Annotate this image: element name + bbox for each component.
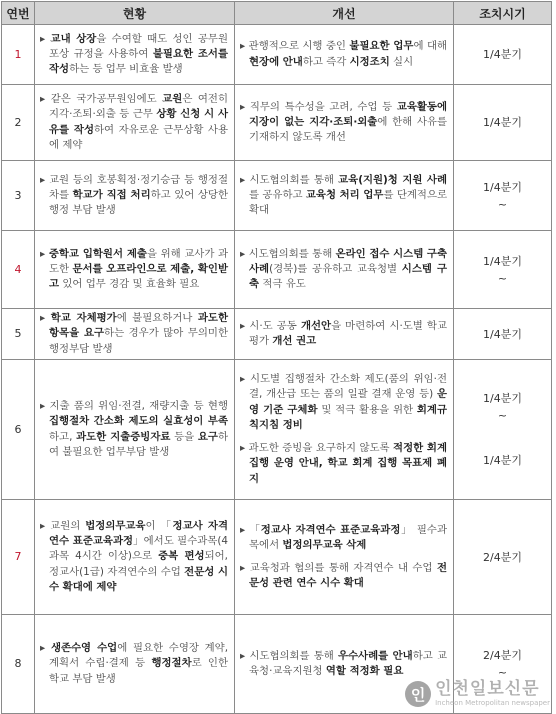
row-number: 4 bbox=[2, 231, 35, 309]
bullet-item bbox=[40, 311, 228, 357]
action-period-cell bbox=[454, 500, 552, 615]
emphasis-text: 중학교 입학원서 제출 bbox=[48, 247, 147, 260]
emphasis-text: 온라인 접수 시스템 구축 사례 bbox=[249, 247, 447, 275]
emphasis-text: 정교사 자격연수 표준교육과정 bbox=[260, 523, 401, 536]
current-status-cell bbox=[35, 360, 235, 500]
body-text: ▸ 시도별 집행절차 간소화 제도(품의 위임·전결, 개산급 또는 품의 일괄 결재 운영 등) bbox=[240, 373, 447, 401]
row-number: 2 bbox=[2, 85, 35, 161]
current-status-cell bbox=[35, 615, 235, 714]
bullet-item bbox=[240, 561, 447, 591]
bullet-item bbox=[40, 519, 228, 595]
emphasis-text: 적정한 회계 집행 운영 안내, 학교 회계 집행 목표제 폐지 bbox=[249, 442, 447, 485]
emphasis-text: 교육활동에 지장이 없는 지각·조퇴·외출 bbox=[249, 100, 447, 128]
emphasis-text: 우수사례를 안내 bbox=[337, 649, 413, 662]
body-text: 이 「 bbox=[145, 519, 173, 532]
watermark-name-en: Incheon Metropolitan newspaper bbox=[435, 699, 550, 707]
emphasis-text: 역할 적정화 필요 bbox=[325, 665, 404, 677]
row-number: 1 bbox=[2, 25, 35, 85]
period-line bbox=[454, 424, 551, 438]
period-line: 2/4분기 bbox=[483, 649, 522, 662]
emphasis-text: 학교 자체평가 bbox=[50, 312, 117, 325]
body-text: ▸ 시도협의회를 통해 bbox=[240, 173, 339, 186]
period-line: 1/4분기 bbox=[483, 180, 522, 194]
emphasis-text: 교내 상장 bbox=[50, 32, 97, 45]
body-text: 에 대해 bbox=[413, 40, 448, 53]
newspaper-logo-icon: 인 bbox=[405, 681, 431, 707]
bullet-item bbox=[240, 441, 447, 487]
header-improve: 개선 bbox=[235, 2, 454, 25]
emphasis-text: 정교사 자격연수 표준교육과정 bbox=[49, 519, 228, 548]
period-line: 1/4분기 bbox=[483, 327, 522, 341]
body-text: 에 필요한 수영장 계약, 계획서 수립·결제 등 bbox=[49, 642, 228, 670]
row-number: 8 bbox=[2, 615, 35, 714]
body-text: 되어, 정교사(1급) 자격연수의 수업 bbox=[49, 550, 228, 578]
bullet-item bbox=[240, 247, 447, 293]
body-text: 을 위해 교사가 과도한 bbox=[49, 247, 228, 275]
body-text: ▸ 교원의 bbox=[40, 519, 86, 532]
emphasis-text: 법정의무교육 bbox=[85, 519, 146, 532]
current-status-cell bbox=[35, 500, 235, 615]
emphasis-text: 생존수영 수업 bbox=[50, 642, 118, 655]
emphasis-text: 중복 편성 bbox=[158, 550, 205, 563]
emphasis-text: 요구 bbox=[197, 430, 218, 443]
bullet-item bbox=[40, 173, 228, 219]
emphasis-text: 교원 bbox=[162, 93, 183, 106]
body-text: 를 단계적으로 확대 bbox=[249, 188, 448, 217]
bullet-item bbox=[240, 100, 447, 146]
table-row bbox=[2, 85, 552, 161]
body-text: 하는 등 업무 비효율 발생 bbox=[69, 63, 183, 76]
improvement-cell bbox=[235, 161, 454, 231]
body-text: 」 필수과목에서 bbox=[249, 523, 447, 551]
body-text: ▸ bbox=[40, 32, 51, 45]
body-text: 에 불필요하거나 bbox=[116, 312, 198, 325]
body-text: ▸ 과도한 증빙을 요구하지 않도록 bbox=[240, 442, 394, 455]
action-period-cell bbox=[454, 85, 552, 161]
body-text: (경북)를 공유하고 교육청별 bbox=[269, 262, 402, 275]
emphasis-text: 불필요한 업무 bbox=[349, 40, 414, 53]
emphasis-text: 시정조치 bbox=[349, 55, 390, 68]
body-text: ▸ 지출 품의 위임·전결, 재량지출 등 현행 bbox=[40, 400, 228, 413]
body-text: 하고 즉각 bbox=[302, 55, 350, 68]
header-no: 연번 bbox=[2, 2, 35, 25]
emphasis-text: 전문성 관련 연수 시수 확대 bbox=[249, 562, 447, 590]
emphasis-text: 회계규칙지침 정비 bbox=[249, 403, 448, 431]
emphasis-text: 시스템 구축 bbox=[249, 262, 447, 291]
period-line: 1/4분기 bbox=[483, 48, 522, 61]
emphasis-text: 개선 권고 bbox=[272, 335, 317, 347]
table-row bbox=[2, 161, 552, 231]
emphasis-text: 문서를 오프라인으로 제출, 확인받고 bbox=[49, 262, 228, 291]
emphasis-text: 운영 기준 구체화 bbox=[249, 388, 447, 416]
period-line: ~ bbox=[497, 409, 508, 422]
action-period-cell bbox=[454, 231, 552, 309]
bullet-item bbox=[240, 372, 447, 433]
bullet-item bbox=[240, 649, 447, 679]
emphasis-text: 과도한 지출증빙자료 bbox=[76, 430, 171, 443]
action-period-cell bbox=[454, 25, 552, 85]
bullet-item bbox=[40, 92, 228, 153]
bullet-item bbox=[240, 39, 447, 69]
body-text: 및 적극 활용을 위한 bbox=[317, 403, 417, 416]
newspaper-watermark bbox=[405, 681, 550, 707]
period-line: 1/4분기 bbox=[483, 392, 522, 405]
table-row bbox=[2, 309, 552, 360]
emphasis-text: 현장에 안내 bbox=[249, 55, 303, 68]
period-line: 1/4분기 bbox=[483, 454, 522, 467]
period-line bbox=[454, 438, 551, 452]
action-period-cell bbox=[454, 309, 552, 360]
body-text: ▸ 시도협의회를 통해 bbox=[240, 649, 338, 662]
improvement-cell bbox=[235, 360, 454, 500]
body-text: 에 한해 사유를 기재하지 않도록 개선 bbox=[249, 115, 447, 144]
current-status-cell bbox=[35, 85, 235, 161]
improvement-cell bbox=[235, 231, 454, 309]
table-row bbox=[2, 231, 552, 309]
table-body bbox=[2, 25, 552, 714]
body-text: ▸ 시도협의회를 통해 bbox=[240, 247, 336, 260]
emphasis-text: 전문성 시수 확대에 제약 bbox=[49, 565, 228, 593]
watermark-name-ko: 인천일보신문 bbox=[435, 679, 540, 699]
period-line: ~ bbox=[497, 271, 508, 285]
action-period-cell bbox=[454, 360, 552, 500]
measures-table bbox=[1, 1, 552, 714]
body-text: ▸ bbox=[40, 312, 51, 325]
emphasis-text: 행정절차 bbox=[151, 657, 192, 670]
period-line: 1/4분기 bbox=[483, 254, 522, 268]
row-number: 3 bbox=[2, 161, 35, 231]
emphasis-text: 과도한 항목을 요구 bbox=[49, 312, 228, 340]
body-text: 등을 bbox=[170, 430, 198, 443]
current-status-cell bbox=[35, 231, 235, 309]
current-status-cell bbox=[35, 309, 235, 360]
improvement-cell bbox=[235, 500, 454, 615]
period-line: 1/4분기 bbox=[483, 116, 522, 129]
body-text: ▸ 「 bbox=[240, 523, 261, 536]
body-text: 하고, bbox=[49, 430, 77, 443]
emphasis-text: 교육(지원)청 지원 사례 bbox=[338, 173, 447, 186]
body-text: 은 여전히 지각·조퇴·외출 등 근무 bbox=[49, 93, 229, 121]
body-text: ▸ 교원 등의 호봉획정·정기승급 등 행정절차를 bbox=[40, 173, 228, 201]
body-text: 적극 유도 bbox=[259, 278, 306, 291]
body-text: 하고 있어 상당한 행정 부담 발생 bbox=[49, 188, 228, 217]
period-line: ~ bbox=[497, 666, 508, 679]
current-status-cell bbox=[35, 161, 235, 231]
table-row bbox=[2, 360, 552, 500]
body-text: ▸ 같은 국가공무원임에도 bbox=[40, 93, 163, 106]
row-number: 5 bbox=[2, 309, 35, 360]
period-line: ~ bbox=[497, 197, 508, 211]
bullet-item bbox=[40, 641, 228, 687]
body-text: 」에서도 필수과목(4과목 4시간 이상)으로 bbox=[49, 535, 228, 563]
body-text: ▸ 직무의 특수성을 고려, 수업 등 bbox=[240, 100, 397, 113]
body-text: ▸ 관행적으로 시행 중인 bbox=[240, 40, 350, 53]
header-row bbox=[2, 2, 552, 25]
bullet-item bbox=[240, 319, 447, 349]
body-text: ▸ bbox=[40, 642, 51, 655]
body-text: 있어 업무 경감 및 효율화 필요 bbox=[59, 278, 200, 291]
emphasis-text: 개선안 bbox=[300, 319, 332, 332]
current-status-cell bbox=[35, 25, 235, 85]
body-text: ▸ 교육청과 협의를 통해 자격연수 내 수업 bbox=[240, 562, 437, 574]
body-text: 로 인한 학교 부담 발생 bbox=[49, 657, 229, 685]
body-text: 을 수여할 때도 성인 공무원 포상 규정을 사용하여 bbox=[49, 32, 228, 60]
improvement-cell bbox=[235, 309, 454, 360]
bullet-item bbox=[40, 247, 228, 293]
body-text: ▸ bbox=[40, 247, 49, 260]
bullet-item bbox=[40, 32, 228, 78]
header-period: 조치시기 bbox=[454, 2, 552, 25]
action-period-cell bbox=[454, 161, 552, 231]
improvement-cell bbox=[235, 25, 454, 85]
body-text: 를 공유하고 bbox=[249, 188, 306, 201]
body-text: ▸ 시·도 공동 bbox=[240, 319, 301, 332]
emphasis-text: 집행절차 간소화 제도의 실효성이 부족 bbox=[49, 415, 228, 428]
emphasis-text: 상황 신청 시 사유를 작성 bbox=[49, 108, 228, 136]
row-number: 7 bbox=[2, 500, 35, 615]
emphasis-text: 교육청 처리 업무 bbox=[305, 188, 384, 201]
body-text: 하여 불필요한 업무부담 발생 bbox=[49, 430, 229, 458]
bullet-item bbox=[240, 173, 447, 219]
period-line: 2/4분기 bbox=[483, 550, 522, 564]
emphasis-text: 학교가 직접 처리 bbox=[72, 188, 151, 201]
body-text: 하여 자유로운 근무상황 사용에 제약 bbox=[49, 123, 228, 151]
table-row bbox=[2, 500, 552, 615]
header-current: 현황 bbox=[35, 2, 235, 25]
table-row bbox=[2, 25, 552, 85]
emphasis-text: 법정의무교육 삭제 bbox=[282, 538, 367, 551]
improvement-cell bbox=[235, 85, 454, 161]
body-text: 하는 경우가 많아 무의미한 행정부담 발생 bbox=[49, 327, 228, 355]
emphasis-text: 불필요한 조서를 작성 bbox=[49, 47, 228, 76]
bullet-item bbox=[240, 523, 447, 553]
body-text: 하고 교육청·교육지원청 bbox=[249, 649, 447, 677]
body-text: 을 마련하여 시·도별 학교평가 bbox=[249, 319, 447, 347]
bullet-item bbox=[40, 399, 228, 460]
body-text: 실시 bbox=[389, 55, 414, 68]
row-number: 6 bbox=[2, 360, 35, 500]
